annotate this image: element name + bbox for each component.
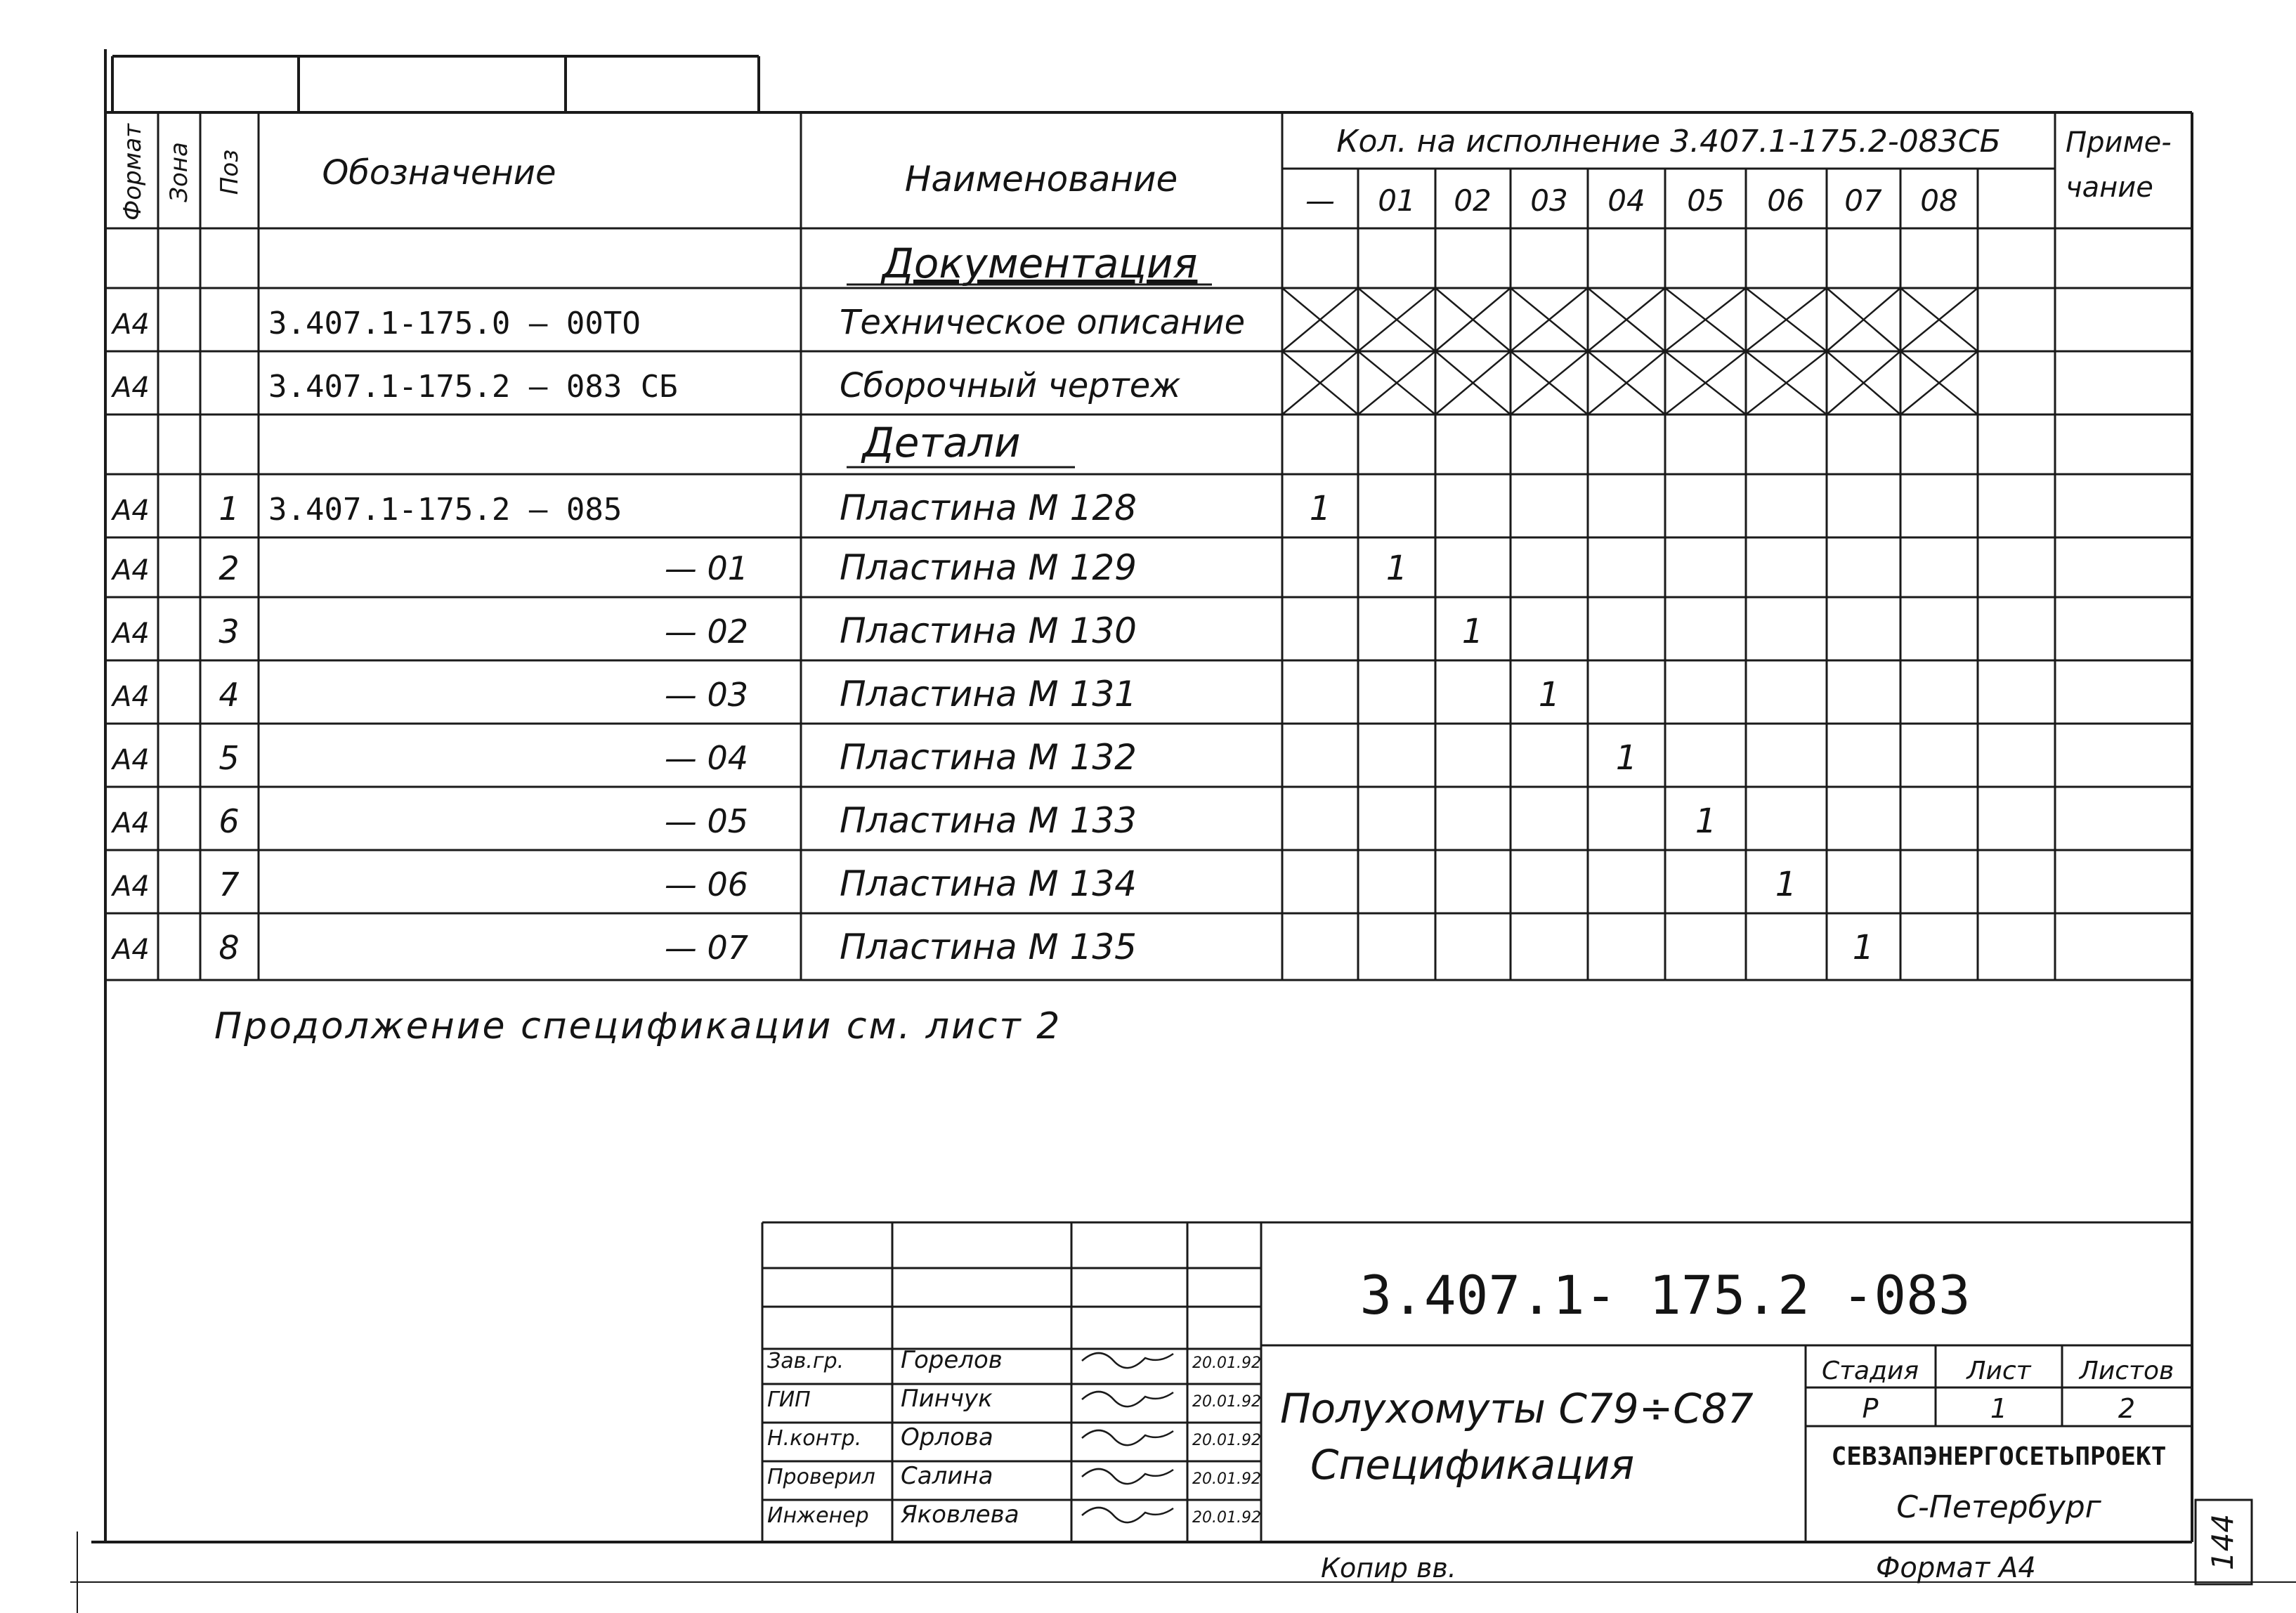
handwritten-signature	[1082, 1508, 1173, 1522]
row-name: Пластина М 135	[840, 927, 1137, 967]
row-designation: — 05	[664, 802, 748, 840]
signature-date: 20.01.92	[1192, 1354, 1261, 1372]
row-pos: 3	[218, 613, 240, 651]
signature-role: Н.контр.	[767, 1426, 862, 1451]
signature-role: Зав.гр.	[767, 1349, 844, 1373]
row-designation: 3.407.1-175.2 — 085	[268, 492, 622, 528]
row-format: А4	[112, 308, 150, 341]
header-designation: Обозначение	[322, 153, 556, 192]
header-pos: Поз	[216, 149, 244, 195]
section-details: Детали	[862, 419, 1021, 466]
row-format: А4	[112, 372, 150, 404]
signature-date: 20.01.92	[1192, 1393, 1261, 1411]
signature-name: Орлова	[901, 1423, 993, 1451]
signature-date: 20.01.92	[1192, 1470, 1261, 1488]
copied-by: Копир вв.	[1321, 1553, 1456, 1583]
row-qty: 1	[1461, 612, 1484, 651]
header-format: Формат	[119, 124, 147, 221]
row-qty: 1	[1695, 802, 1717, 841]
row-name: Техническое описание	[840, 303, 1246, 342]
variant-label: 07	[1844, 183, 1882, 218]
signature-name: Салина	[901, 1462, 993, 1490]
row-name: Пластина М 131	[840, 674, 1137, 714]
row-format: А4	[112, 934, 150, 966]
row-designation: — 01	[664, 549, 748, 587]
variant-label: 02	[1454, 183, 1492, 218]
variant-label: —	[1305, 183, 1335, 218]
row-pos: 2	[218, 549, 240, 587]
row-qty: 1	[1852, 928, 1874, 967]
signature-date: 20.01.92	[1192, 1432, 1261, 1449]
row-name: Пластина М 130	[840, 610, 1137, 651]
title-line1: Полухомуты С79÷С87	[1280, 1385, 1754, 1432]
signature-name: Яковлева	[901, 1501, 1019, 1529]
signature-role: Проверил	[767, 1465, 875, 1489]
variant-label: 08	[1920, 183, 1958, 218]
row-name: Пластина М 128	[840, 488, 1137, 528]
variant-label: 06	[1767, 183, 1805, 218]
row-qty: 1	[1309, 489, 1331, 528]
row-qty: 1	[1538, 675, 1560, 714]
variant-label: 04	[1607, 183, 1645, 218]
signature-name: Пинчук	[901, 1385, 993, 1413]
row-pos: 8	[218, 929, 240, 967]
sheets-label: Листов	[2079, 1357, 2174, 1385]
row-pos: 1	[218, 490, 240, 528]
spec-rows	[110, 303, 1874, 967]
handwritten-signature	[1082, 1392, 1173, 1406]
variant-label: 03	[1530, 183, 1568, 218]
row-designation: — 02	[664, 613, 748, 651]
header-note-line2: чание	[2066, 171, 2153, 204]
header-qty-title: Кол. на исполнение 3.407.1-175.2-083СБ	[1336, 124, 2001, 159]
section-documentation: Документация	[882, 240, 1198, 287]
stage-label: Стадия	[1821, 1357, 1919, 1385]
title-line2: Спецификация	[1310, 1441, 1635, 1489]
row-format: А4	[112, 618, 150, 650]
row-pos: 7	[218, 866, 240, 903]
row-name: Пластина М 132	[840, 737, 1137, 778]
signature-role: Инженер	[767, 1503, 869, 1528]
row-name: Пластина М 134	[840, 863, 1137, 904]
row-format: А4	[112, 554, 150, 587]
signature-date: 20.01.92	[1192, 1509, 1261, 1527]
page-number: 144	[2205, 1513, 2240, 1571]
stage-value: Р	[1862, 1393, 1879, 1424]
row-designation: — 03	[664, 676, 748, 714]
row-designation: — 07	[664, 929, 748, 967]
handwritten-signature	[1082, 1469, 1173, 1484]
organization-city: С-Петербург	[1896, 1489, 2101, 1525]
row-format: А4	[112, 495, 150, 527]
row-pos: 4	[218, 676, 240, 714]
sheet-value: 1	[1990, 1393, 2008, 1424]
header-name: Наименование	[904, 159, 1178, 200]
row-name: Сборочный чертеж	[840, 366, 1181, 405]
row-designation: 3.407.1-175.2 — 083 СБ	[268, 369, 678, 405]
row-designation: 3.407.1-175.0 — 00ТО	[268, 306, 641, 341]
organization-name: СЕВЗАПЭНЕРГОСЕТЬПРОЕКТ	[1831, 1442, 2167, 1471]
handwritten-signature	[1082, 1430, 1173, 1445]
sheet-label: Лист	[1966, 1357, 2031, 1385]
row-designation: — 06	[664, 866, 748, 903]
row-name: Пластина М 133	[840, 800, 1137, 841]
handwritten-signature	[1082, 1353, 1173, 1368]
format-label: Формат А4	[1876, 1552, 2036, 1584]
header-zone: Зона	[165, 142, 193, 202]
row-name: Пластина М 129	[840, 547, 1137, 588]
row-format: А4	[112, 870, 150, 903]
signature-role: ГИП	[767, 1387, 811, 1412]
continuation-note: Продолжение спецификации см. лист 2	[214, 1005, 1062, 1047]
signature-name: Горелов	[901, 1346, 1003, 1374]
row-qty: 1	[1385, 549, 1408, 588]
row-pos: 5	[218, 739, 240, 777]
sheets-value: 2	[2118, 1393, 2136, 1424]
row-qty: 1	[1615, 738, 1638, 778]
row-format: А4	[112, 681, 150, 713]
row-format: А4	[112, 744, 150, 776]
row-pos: 6	[218, 802, 240, 840]
row-format: А4	[112, 807, 150, 840]
doc-number: 3.407.1- 175.2 -083	[1359, 1264, 1971, 1326]
variant-label: 05	[1687, 183, 1725, 218]
row-qty: 1	[1775, 865, 1797, 904]
variant-labels	[1305, 183, 1958, 218]
row-designation: — 04	[664, 739, 748, 777]
header-note-line1: Приме-	[2066, 126, 2172, 159]
variant-label: 01	[1378, 183, 1416, 218]
